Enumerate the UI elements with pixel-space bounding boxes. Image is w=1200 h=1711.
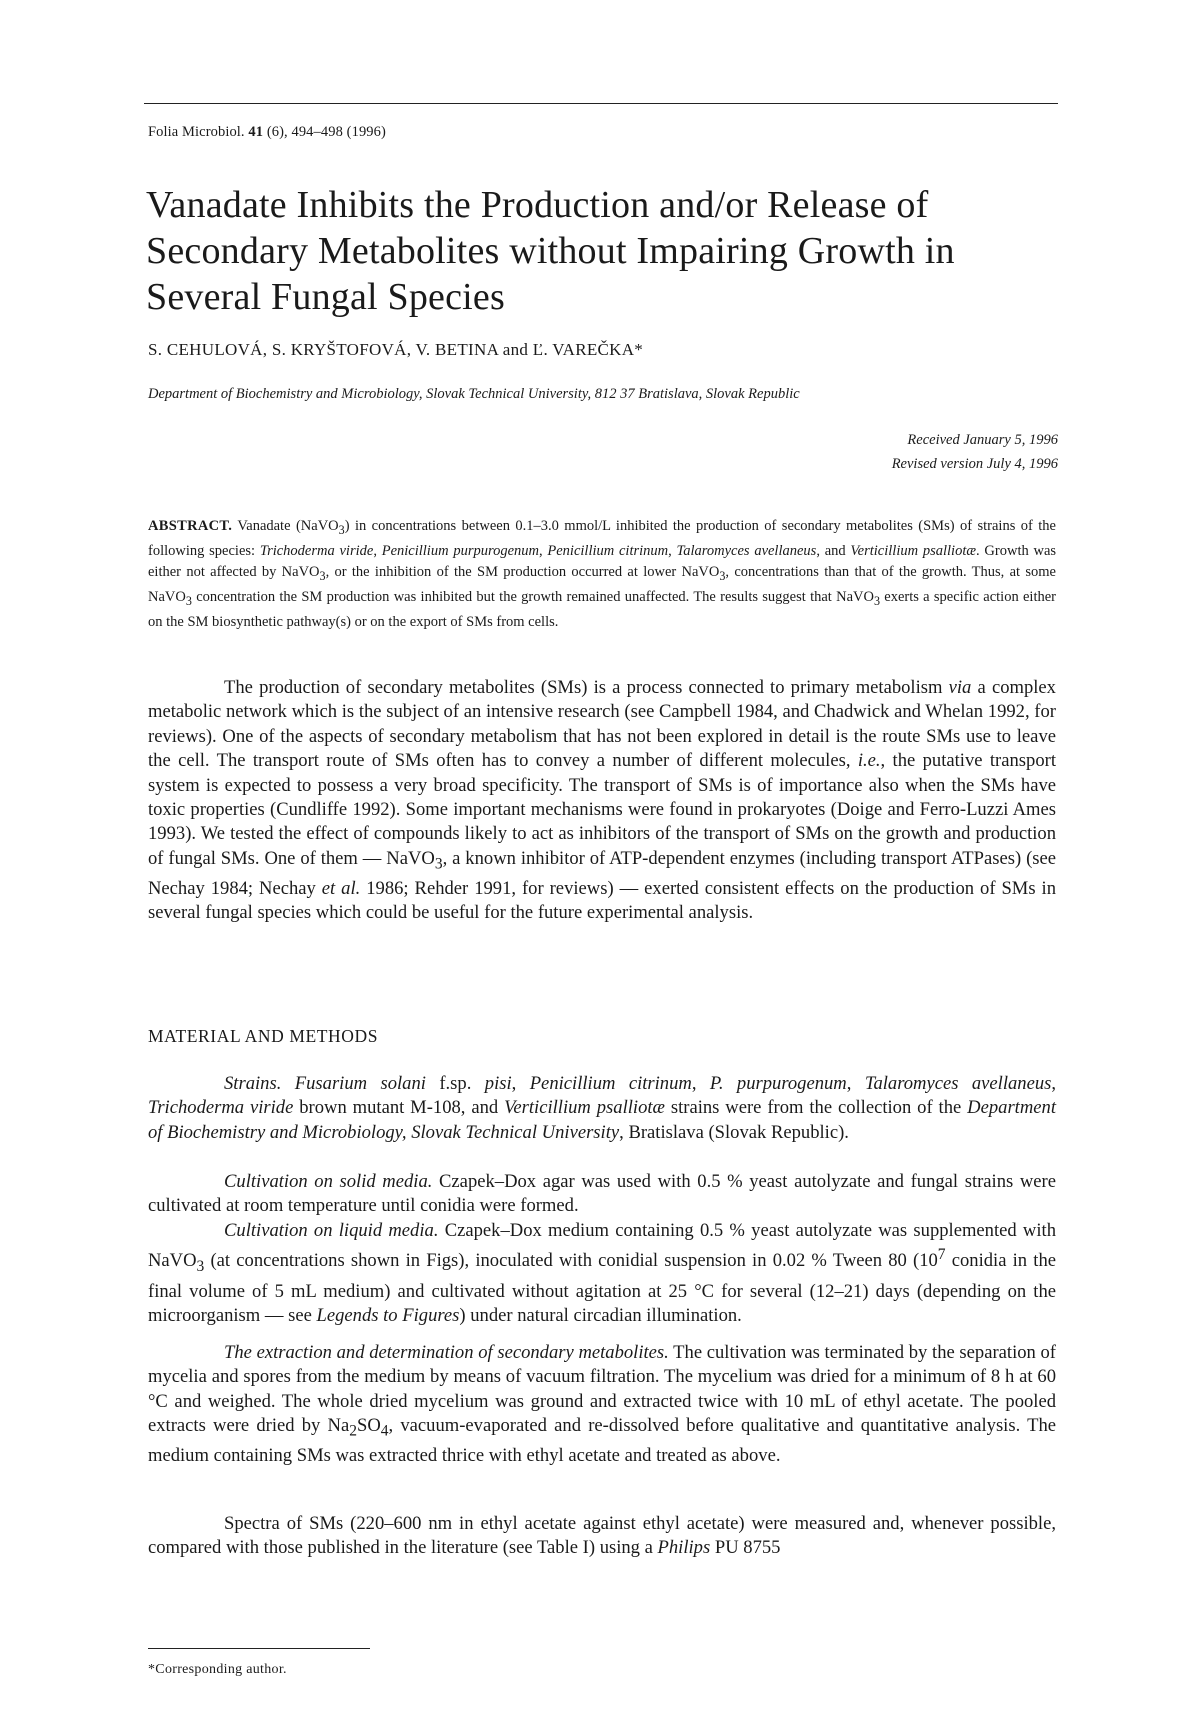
- species-name: pisi: [484, 1073, 512, 1094]
- abstract-text: exerts a specific action either on the SM biosynthetic pathway(s) or on the export of SMs from cells.: [148, 588, 1056, 630]
- running-header: [148, 124, 386, 141]
- subscript: 3: [338, 522, 345, 537]
- header-rule: [144, 103, 1058, 104]
- brand-name: Philips: [657, 1537, 711, 1559]
- body-text: brown mutant M-108, and: [293, 1097, 505, 1119]
- body-text: , Bratislava (Slovak Republic).: [619, 1121, 849, 1143]
- separator: ,: [1051, 1073, 1057, 1094]
- journal-volume: 41: [248, 124, 264, 140]
- journal-name: Folia Microbiol.: [148, 124, 245, 140]
- italic-term: et al.: [321, 877, 361, 899]
- species-name: Penicillium citrinum: [529, 1073, 692, 1094]
- received-dates: [892, 428, 1058, 476]
- body-text: conidia in the final volume of 5 mL medium) and cultivated without agitation at 25 °C for several (12–21) days (depending on the microorganism — see: [148, 1250, 1057, 1327]
- institution-name: Department of Biochemistry and Microbiology, Slovak Technical University: [148, 1097, 1056, 1143]
- abstract-text: Vanadate (NaVO: [237, 518, 339, 534]
- section-heading-methods: MATERIAL AND METHODS: [148, 1026, 379, 1046]
- body-text: SO: [356, 1415, 381, 1437]
- body-text: strains were from the collection of the: [664, 1097, 968, 1119]
- body-text: ) under natural circadian illumination.: [459, 1305, 742, 1327]
- separator: ,: [538, 542, 548, 559]
- subscript: 3: [434, 855, 443, 873]
- received-date: Received January 5, 1996: [907, 432, 1058, 448]
- footnote-rule: [148, 1648, 370, 1649]
- body-text: The production of secondary metabolites (SMs) is a process connected to primary metabolism: [224, 677, 949, 698]
- species-name: Verticillium psalliotæ: [850, 542, 977, 559]
- species-name: Trichoderma viride: [259, 542, 374, 559]
- run-in-heading: Cultivation on liquid media.: [224, 1220, 439, 1241]
- run-in-heading: The extraction and determination of secondary metabolites.: [224, 1342, 669, 1363]
- strains-paragraph: [148, 1072, 1056, 1145]
- species-name: Talaromyces avellaneus: [864, 1073, 1052, 1094]
- species-name: Trichoderma viride: [148, 1097, 294, 1119]
- liquid-media-paragraph: [148, 1219, 1056, 1329]
- revised-date: Revised version July 4, 1996: [891, 456, 1058, 472]
- species-name: P. purpurogenum: [709, 1073, 847, 1094]
- abstract-label: ABSTRACT.: [148, 518, 233, 534]
- subscript: 3: [719, 568, 726, 583]
- footnote: *Corresponding author.: [148, 1662, 287, 1677]
- separator: ,: [691, 1073, 710, 1094]
- body-text: Czapek–Dox agar was used with 0.5 % yeast autolyzate and fungal strains were cultivated at room temperature until conidia were formed.: [148, 1171, 1057, 1217]
- separator: ,: [511, 1073, 530, 1094]
- separator: ,: [668, 542, 677, 559]
- body-text: a complex metabolic network which is the subject of an intensive research (see Campbell 1984, and Chadwick and Whelan 1992, for reviews). One of the aspects of secondary metabolism that has not been explored in detail is the route SMs use to leave the cell. The transport route of SMs often has to convey a number of different molecules,: [148, 677, 1056, 772]
- run-in-heading: Cultivation on solid media.: [224, 1171, 433, 1192]
- species-name: Penicillium purpurogenum: [381, 542, 539, 559]
- body-text: Czapek–Dox medium containing 0.5 % yeast autolyzate was supplemented with NaVO: [148, 1220, 1056, 1272]
- species-name: Penicillium citrinum: [547, 542, 669, 559]
- species-name: Verticillium psalliotæ: [504, 1097, 665, 1119]
- separator: , and: [816, 542, 851, 559]
- italic-term: via: [948, 677, 972, 698]
- journal-issue-pages: (6), 494–498 (1996): [266, 124, 386, 140]
- spectra-paragraph: [148, 1512, 1056, 1561]
- superscript: 7: [937, 1246, 946, 1264]
- body-text: PU 8755: [710, 1537, 781, 1559]
- species-name: Fusarium solani: [294, 1073, 426, 1094]
- italic-term: i.e.: [857, 750, 881, 772]
- author-list: S. CEHULOVÁ, S. KRYŠTOFOVÁ, V. BETINA and Ľ. VAREČKA*: [148, 340, 644, 359]
- extraction-paragraph: [148, 1341, 1056, 1469]
- affiliation: Department of Biochemistry and Microbiology, Slovak Technical University, 812 37 Bratislava, Slovak Republic: [148, 386, 800, 402]
- body-text: Spectra of SMs (220–600 nm in ethyl acetate against ethyl acetate) were measured and, whenever possible, compared with those published in the literature (see Table I) using a: [148, 1513, 1056, 1559]
- body-text: , vacuum-evaporated and re-dissolved before qualitative and quantitative analysis. The medium containing SMs was extracted thrice with ethyl acetate and treated as above.: [148, 1415, 1057, 1467]
- subscript: 2: [349, 1422, 357, 1440]
- article-title: Vanadate Inhibits the Production and/or Release of Secondary Metabolites without Impairing Growth in Several Fungal Species: [146, 184, 955, 318]
- separator: ,: [846, 1073, 865, 1094]
- subscript: 3: [873, 593, 880, 608]
- abstract-text: . Growth was either not affected by NaVO: [148, 542, 1057, 580]
- solid-media-paragraph: [148, 1170, 1056, 1219]
- subscript: 3: [319, 568, 326, 583]
- run-in-heading: Strains.: [224, 1073, 282, 1094]
- body-text: f.sp.: [425, 1073, 485, 1094]
- subscript: 4: [380, 1422, 389, 1440]
- italic-term: Legends to Figures: [316, 1305, 460, 1327]
- intro-paragraph: [148, 676, 1056, 926]
- abstract-text: , concentrations than that of the growth. Thus, at some NaVO: [148, 563, 1056, 605]
- subscript: 3: [185, 593, 192, 608]
- body-text: 1986; Rehder 1991, for reviews) — exerted consistent effects on the production of SMs in several fungal species which could be useful for the future experimental analysis.: [148, 877, 1056, 924]
- body-text: , the putative transport system is expected to possess a very broad specificity. The transport of SMs is of importance also when the SMs have toxic properties (Cundliffe 1992). Some important mechanisms were found in prokaryotes (Doige and Ferro-Luzzi Ames 1993). We tested the effect of compounds likely to act as inhibitors of the transport of SMs on the growth and production of fungal SMs. One of them — NaVO: [148, 750, 1056, 869]
- body-text: (at concentrations shown in Figs), inoculated with conidial suspension in 0.02 % Tween 80 (10: [204, 1250, 938, 1272]
- separator: ,: [373, 542, 382, 559]
- abstract: [148, 516, 1056, 633]
- species-name: Talaromyces avellaneus: [676, 542, 817, 559]
- abstract-text: , or the inhibition of the SM production occurred at lower NaVO: [325, 563, 720, 580]
- body-text: The cultivation was terminated by the separation of mycelia and spores from the medium by means of vacuum filtration. The mycelium was dried for a minimum of 8 h at 60 °C and weighed. The whole dried mycelium was ground and extracted twice with 10 mL of ethyl acetate. The pooled extracts were dried by Na: [148, 1342, 1056, 1437]
- abstract-text: concentration the SM production was inhibited but the growth remained unaffected. The results suggest that NaVO: [191, 588, 874, 605]
- subscript: 3: [196, 1258, 205, 1276]
- body-text: , a known inhibitor of ATP-dependent enzymes (including transport ATPases) (see Nechay 1984; Nechay: [148, 847, 1057, 899]
- abstract-text: ) in concentrations between 0.1–3.0 mmol/L inhibited the production of secondary metabolites (SMs) of strains of the following species:: [148, 518, 1056, 559]
